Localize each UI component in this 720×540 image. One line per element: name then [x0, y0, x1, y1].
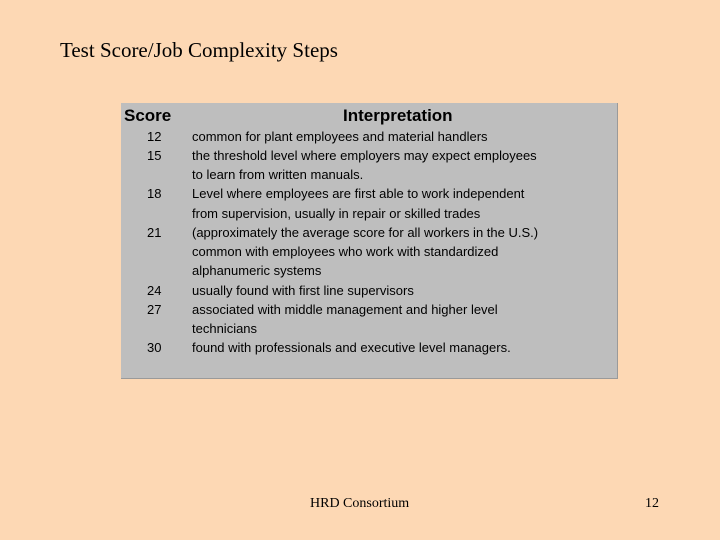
page-number: 12 [645, 496, 659, 511]
footer-text: HRD Consortium [310, 496, 410, 511]
score-cell: 15 [147, 148, 162, 163]
table-row [121, 127, 617, 146]
table-row [121, 223, 617, 242]
interpretation-header: Interpretation [343, 106, 453, 125]
score-header: Score [124, 106, 172, 125]
score-cell: 27 [147, 302, 162, 317]
interpretation-cell: to learn from written manuals. [192, 167, 364, 182]
score-cell: 30 [147, 340, 162, 355]
table-row [121, 146, 617, 165]
interpretation-cell: common for plant employees and material handlers [192, 129, 488, 144]
score-cell: 24 [147, 283, 162, 298]
table-row [121, 261, 617, 280]
table-row [121, 300, 617, 319]
interpretation-cell: usually found with first line supervisors [192, 283, 414, 298]
table-row [121, 204, 617, 223]
score-cell: 21 [147, 225, 162, 240]
interpretation-cell: from supervision, usually in repair or skilled trades [192, 206, 481, 221]
table-row [121, 319, 617, 338]
interpretation-cell: technicians [192, 321, 258, 336]
score-cell: 12 [147, 129, 162, 144]
interpretation-cell: (approximately the average score for all workers in the U.S.) [192, 225, 539, 240]
interpretation-cell: common with employees who work with standardized [192, 244, 499, 259]
score-table [121, 103, 618, 379]
score-cell: 18 [147, 186, 162, 201]
table-row [121, 338, 617, 357]
table-row [121, 242, 617, 261]
interpretation-cell: the threshold level where employers may expect employees [192, 148, 537, 163]
interpretation-cell: found with professionals and executive level managers. [192, 340, 511, 355]
interpretation-cell: Level where employees are first able to work independent [192, 186, 525, 201]
interpretation-cell: alphanumeric systems [192, 263, 322, 278]
slide-title: Test Score/Job Complexity Steps [60, 38, 338, 62]
table-row [121, 165, 617, 184]
table-row [121, 281, 617, 300]
table-row [121, 184, 617, 203]
interpretation-cell: associated with middle management and higher level [192, 302, 498, 317]
